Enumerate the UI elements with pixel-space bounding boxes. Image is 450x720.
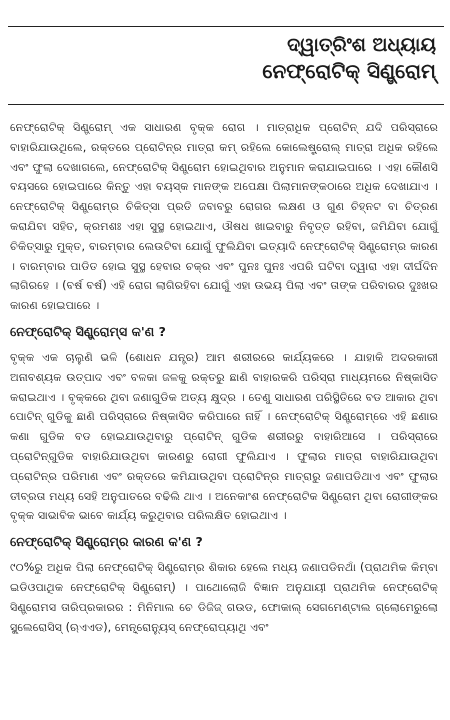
section-heading-what-is: ନେଫ୍ରୋଟିକ୍ ସିଣ୍ଡ୍ରୋମ୍‌ସ କ'ଣ ?	[10, 323, 166, 339]
document-body	[10, 118, 438, 643]
chapter-header	[262, 34, 436, 83]
section-heading-causes: ନେଫ୍ରୋଟିକ୍ ସିଣ୍ଡ୍ରୋମ୍‌ର କାରଣ କ'ଣ ?	[10, 534, 203, 550]
section-paragraph-causes: ୯୦%ରୁ ଅଧିକ ପିଲା ନେଫ୍ରୋଟିକ୍ ସିଣ୍ଡ୍ରୋମ୍‌ର ଶିକାର ହେଲେ ମଧ୍ୟ ଜଣାପଡିନଥାଁ (ପ୍ରାଥମିକ କିମ୍ବା ଇଡିଓପାଥିକ ନେଫ୍ରୋଟିକ୍ ସିଣ୍ଡ୍ରୋମ୍) । ପାଥୋଲୋଜି ବିଜ୍ଞାନ ଅନୁଯାୟୀ ପ୍ରାଥମିକ ନେଫ୍ରୋଟିକ୍ ସିଣ୍ଡ୍ରୋମସ ତାରିପ୍ରକାରର : ମିନିମାଲ ଚେ ଡିଜିଜ୍ ଗଉଡ, ଫୋକାଲ୍ ସେଗମେଣ୍ଟାଲ ଗ୍ଲୋମେରୁଲୋ ସ୍କ୍ଲେରୋସିସ୍ (ଋଏଏଡ), ମେନ୍ବ୍ରୋନ୍ୟୁସ୍ ନେଫ୍ରୋପ୍ୟାଥି ଏବଂ	[10, 561, 438, 634]
section-paragraph-what-is: ବୃକ୍କ ଏକ ଚାଲୁଣି ଭଳି (ଶୋଧନ ଯନ୍ତ୍ର) ଆମ ଶରୀରରେ କାର୍ଯ୍ୟକରେ । ଯାହାକି ଅଦରକାରୀ ଅନାବଶ୍ୟକ ଉତ୍ପାଦ ଏବଂ ବଳକା ଜଳକୁ ରକ୍ତରୁ ଛାଣି ବାହାରକରି ପରିସ୍ରା ମାଧ୍ୟମରେ ନିଷ୍କାସିତ କରାଇଥାଏ । ବୃକ୍କରେ ଥିବା ଜଣାଗୁଡିକ ଅତ୍ୟ କ୍ଷୁଦ୍ର । ତେଣୁ ସାଧାରଣ ପରିସ୍ଥିତିରେ ବଡ ଆକାର ଥିବା ପୋଟିନ୍ ଗୁଡିକୁ ଛାଣି ପରିସ୍ରାରେ ନିଷ୍କାସିତ କରିପାରେ ନାହିଁ । ନେଫ୍ରୋଟିକ୍ ସିଣ୍ଡ୍ରୋମ୍‌ରେ ଏହି ଛଣାର କଣା ଗୁଡିକ ବଡ ହୋଇଯାଉଥିବାରୁ ପ୍ରୋଟିନ୍ ଗୁଡିକ ଶରୀରରୁ ବାହାରିଆସେ । ପରିସ୍ରାରେ ପ୍ରୋଟିନ୍‌ଗୁଡିକ ବାହାରିଯାଉଥିବା କାରଣରୁ ରୋଗୀ ଫୁଲିଯାଏ । ଫୁଲାର ମାତ୍ରା ବାହାରିଯାଉଥିବା ପ୍ରୋଟିନ୍‌ର ପରିମାଣ ଏବଂ ରକ୍ତରେ କମିଯାଉଥିବା ପ୍ରୋଟିନ୍‌ର ମାତ୍ରାରୁ ଜଣାପଡିଥାଏ ଏବଂ ଫୁଲାର ତୀବ୍ରତା ମଧ୍ୟ ସେହି ଅନୁପାତରେ ବଢିଲି ଥାଏ । ଅନେକାଂଶ ନେଫ୍ରୋଟିକ ସିଣ୍ଡ୍ରୋମ ଥିବା ରୋଗୀଙ୍କର ବୃକ୍କ ସାଭାବିକ ଭାବେ କାର୍ଯ୍ୟ କରୁଥିବାର ପରିଲକ୍ଷିତ ହୋଇଥାଏ ।	[10, 350, 438, 523]
intro-paragraph: ନେଫ୍ରୋଟିକ୍ ସିଣ୍ଡ୍ରୋମ୍ ଏକ ସାଧାରଣ ବୃକ୍କ ରୋଗ । ମାତ୍ରାଧିକ ପ୍ରୋଟିନ୍ ଯଦି ପରିସ୍ରାରେ ବାହାରିଯାଉଥିଲେ, ରକ୍ତରେ ପ୍ରୋଟିନ୍‌ର ମାତ୍ରା କମ୍ ରହିଲେ କୋଲେଷ୍ଟ୍ରୋଲ୍ ମାତ୍ରା ଅଧିକ ରହିଲେ ଏବଂ ଫୁଲା ଦେଖାଗଲେ, ନେଫ୍ରୋଟିକ୍ ସିଣ୍ଡ୍ରୋମ ହୋଇଥିବାର ଅନୁମାନ କରାଯାଇପାରେ । ଏହା କୌଣସି ବୟସରେ ହୋଇପାରେ କିନ୍ତୁ ଏହା ବୟସ୍କ ମାନଙ୍କ ଅପେକ୍ଷା ପିଲାମାନଙ୍କଠାରେ ଅଧିକ ଦେଖାଯାଏ । ନେଫ୍ରୋଟିକ୍ ସିଣ୍ଡ୍ରୋମ୍‌ର ଚିକିତ୍ସା ପ୍ରତି ଜବାବରୁ ରୋଗର ଲକ୍ଷଣ ଓ ଗୁଣ ଚିହ୍ନଟ ବା ଚିତ୍ରଣ କରାଯିବା ସହିତ, କ୍ରମଶଃ ଏହା ସୁସ୍ଥ ହୋଇଥାଏ, ଔଷଧ ଖାଇବାରୁ ନିବୃତ୍ତ ରହିବା, ଜମିଯିବା ଯୋଗୁଁ ଚିକିତ୍ସାରୁ ମୁକ୍ତ, ବାରମ୍ବାର ଲେଉଟିବା ଯୋଗୁଁ ଫୁଲିଯିବା ଇତ୍ୟାଦି ନେଫ୍ରୋଟିକ୍ ସିଣ୍ଡ୍ରୋମ୍‌ର କାରଣ । ବାରମ୍ବାର ପାଡିତ ହୋଇ ସୁସ୍ଥ ହେବାର ଚକ୍ର ଏବଂ ପୁନଃ ପୁନଃ ଏପରି ଘଟିବା ଦ୍ୱାରା ଏହା ଦୀର୍ଘଦିନ ଲାଗିରହେ । (ବର୍ଷ ବର୍ଷ) ଏହି ରୋଗ ଲାଗିରହିବା ଯୋଗୁଁ ଏହା ଉଭୟ ପିଲା ଏବଂ ତାଙ୍କ ପରିବାରର ଦୁଃଖର କାରଣ ହୋଇପାରେ ।	[10, 121, 438, 313]
header-divider	[8, 104, 444, 105]
chapter-number: ଦ୍ୱାତ୍ରିଂଶ ଅଧ୍ୟାୟ	[287, 34, 436, 56]
top-divider	[8, 26, 444, 27]
chapter-title: ନେଫ୍ରୋଟିକ୍ ସିଣ୍ଡ୍ରୋମ୍	[262, 58, 436, 83]
